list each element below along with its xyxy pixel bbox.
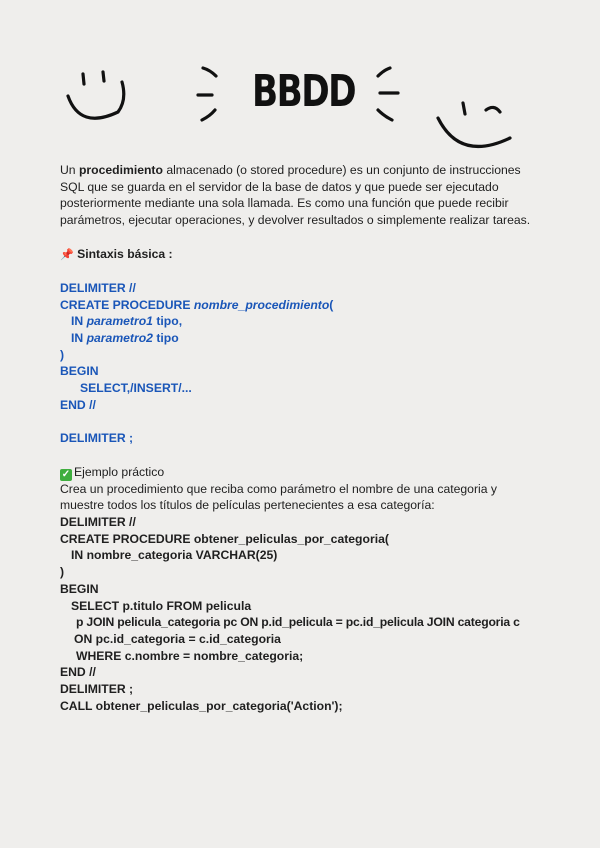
- code-line: p JOIN pelicula_categoria pc ON p.id_pelicula = pc.id_pelicula JOIN categoria c: [76, 615, 520, 630]
- code-placeholder: nombre_procedimiento: [193, 297, 330, 312]
- pushpin-icon: 📌: [60, 248, 74, 261]
- code-line: BEGIN: [60, 581, 99, 596]
- code-type: tipo,: [152, 314, 183, 329]
- code-line: SELECT,/INSERT/...: [80, 381, 192, 396]
- code-placeholder: parametro1: [86, 314, 153, 329]
- intro-text-rest: almacenado (o stored procedure) es un conjunto de instrucciones SQL que se guarda en el servidor de la base de datos y que puede ser ejecutado posteriormente mediante una sola llamada. Es como una función que puede recibir parámetros, ejecutar operaciones, y devolver resultados o simplemente realizar tareas.: [60, 163, 531, 228]
- example-code-block: [60, 514, 540, 714]
- check-mark-icon: ✓: [61, 468, 71, 480]
- example-heading: [60, 464, 540, 481]
- code-line: DELIMITER ;: [60, 682, 134, 697]
- code-line: CREATE PROCEDURE obtener_peliculas_por_categoria(: [60, 531, 389, 546]
- page-title: BBDD: [252, 66, 356, 117]
- code-symbol: (: [329, 297, 334, 312]
- code-line: BEGIN: [60, 364, 99, 379]
- code-line: [60, 330, 540, 347]
- code-line: ON pc.id_categoria = c.id_categoria: [74, 631, 281, 646]
- code-keyword: CREATE PROCEDURE: [60, 297, 194, 312]
- intro-text-start: Un: [60, 163, 79, 177]
- example-heading-label: Ejemplo práctico: [74, 464, 165, 479]
- code-type: tipo: [152, 331, 179, 345]
- example-description: Crea un procedimiento que reciba como parámetro el nombre de una categoria y muestre todos los títulos de películas pertenecientes a esa categoría:: [60, 481, 497, 513]
- code-line: ): [60, 565, 65, 580]
- document-body: [60, 162, 540, 714]
- code-keyword: IN: [71, 314, 87, 329]
- code-line: ): [60, 347, 65, 362]
- code-line: END //: [60, 397, 96, 412]
- code-line: [60, 313, 540, 330]
- excitement-marks-right-icon: [378, 68, 398, 120]
- excitement-marks-left-icon: [198, 68, 216, 120]
- code-line: SELECT p.titulo FROM pelicula: [71, 598, 252, 613]
- syntax-heading: [60, 246, 540, 264]
- code-line: WHERE c.nombre = nombre_categoria;: [76, 648, 304, 663]
- code-placeholder: parametro2: [86, 331, 153, 345]
- code-line: DELIMITER //: [60, 515, 136, 529]
- code-keyword: IN: [71, 331, 87, 345]
- code-line: DELIMITER ;: [60, 431, 134, 446]
- intro-paragraph: [60, 162, 540, 229]
- smiley-face-icon: [68, 72, 124, 118]
- intro-keyword: procedimiento: [78, 163, 163, 177]
- winking-face-icon: [438, 103, 510, 146]
- code-line: DELIMITER //: [60, 280, 136, 295]
- code-line: IN nombre_categoria VARCHAR(25): [71, 548, 278, 563]
- code-line: END //: [60, 665, 96, 680]
- syntax-code-block: [60, 280, 540, 447]
- syntax-heading-label: Sintaxis básica :: [77, 246, 173, 261]
- code-line: [60, 297, 540, 314]
- code-line: CALL obtener_peliculas_por_categoria('Action');: [60, 698, 343, 713]
